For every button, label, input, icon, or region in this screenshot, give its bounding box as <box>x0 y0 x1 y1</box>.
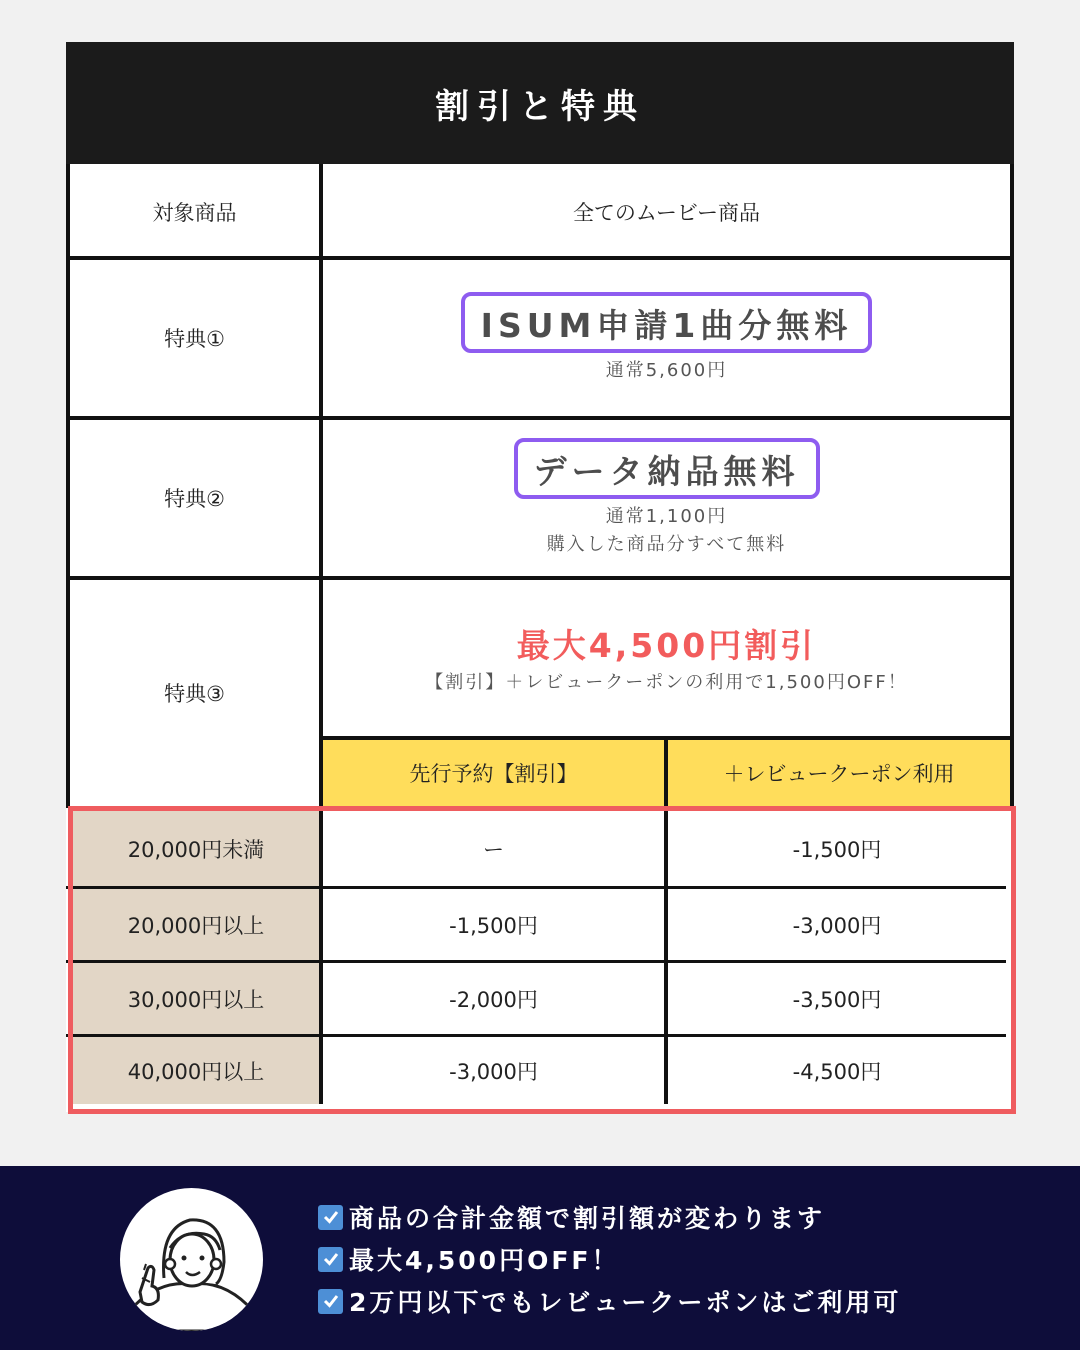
benefit3-label: 特典③ <box>164 682 225 706</box>
advance-value: -2,000円 <box>449 987 538 1012</box>
benefit2-value-cell <box>323 420 1010 576</box>
review-value: -3,500円 <box>792 987 882 1012</box>
benefit1-note: 通常5,600円 <box>605 359 728 381</box>
benefit2-note1: 通常1,100円 <box>605 505 728 527</box>
footer-banner <box>0 1166 1080 1350</box>
footer-note <box>318 1238 901 1280</box>
target-value: 全てのムービー商品 <box>572 201 761 225</box>
column-header-review-label: ＋レビュークーポン利用 <box>723 762 955 786</box>
advance-value: ー <box>483 837 504 862</box>
page-title: 割引と特典 <box>66 42 1014 164</box>
column-header-advance-label: 先行予約【割引】 <box>409 762 578 786</box>
benefit1-label-cell <box>70 260 319 416</box>
benefit2-note2: 購入した商品分すべて無料 <box>546 533 787 555</box>
check-icon <box>318 1247 343 1272</box>
tier-label: 20,000円以上 <box>127 913 265 938</box>
footer-note-text: 商品の合計金額で割引額が変わります <box>349 1204 826 1233</box>
tier-label: 40,000円以上 <box>127 1059 265 1084</box>
column-header-advance <box>323 740 664 806</box>
review-value: -4,500円 <box>792 1059 882 1084</box>
target-value-cell <box>323 168 1010 256</box>
benefit1-headline: ISUM申請1曲分無料 <box>461 292 873 353</box>
benefit2-label: 特典② <box>164 487 225 511</box>
benefit3-note: 【割引】＋レビュークーポンの利用で1,500円OFF！ <box>425 671 908 693</box>
benefit1-label: 特典① <box>164 327 225 351</box>
footer-note <box>318 1280 901 1322</box>
benefit2-headline: データ納品無料 <box>514 438 820 499</box>
tier-label: 30,000円以上 <box>127 987 265 1012</box>
advance-value: -3,000円 <box>449 1059 538 1084</box>
benefit3-label-cell <box>70 580 319 806</box>
grid-line <box>1010 164 1014 808</box>
footer-note-text: 2万円以下でもレビュークーポンはご利用可 <box>349 1288 902 1317</box>
review-value: -1,500円 <box>792 837 882 862</box>
footer-note <box>318 1196 901 1238</box>
column-header-review <box>668 740 1010 806</box>
target-label: 対象商品 <box>152 201 237 225</box>
target-label-cell <box>70 168 319 256</box>
discount-highlight-frame <box>68 806 1016 1114</box>
benefit1-value-cell <box>323 260 1010 416</box>
benefit3-value-cell <box>323 580 1010 736</box>
review-value: -3,000円 <box>792 913 882 938</box>
check-icon <box>318 1205 343 1230</box>
tier-label: 20,000円未満 <box>127 837 265 862</box>
check-icon <box>318 1289 343 1314</box>
discount-benefits-card <box>66 42 1014 1112</box>
footer-notes <box>318 1196 901 1322</box>
advance-value: -1,500円 <box>449 913 538 938</box>
benefit3-headline: 最大4,500円割引 <box>516 625 817 665</box>
person-pointing-illustration <box>120 1188 263 1331</box>
footer-note-text: 最大4,500円OFF！ <box>349 1246 620 1275</box>
benefit2-label-cell <box>70 420 319 576</box>
